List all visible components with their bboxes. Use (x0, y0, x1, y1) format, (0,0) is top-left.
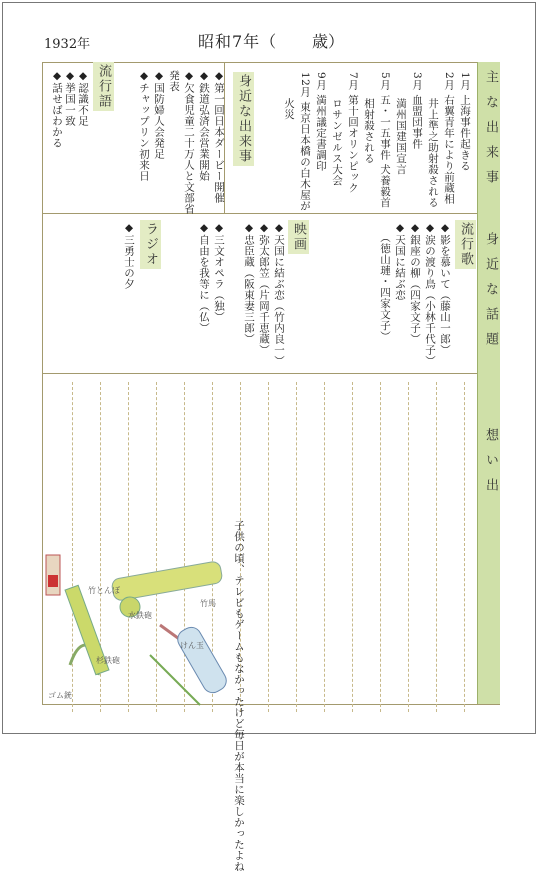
event-line: 2月 右翼青年により前蔵相 (443, 72, 455, 205)
toy-label: 竹馬 (200, 599, 216, 608)
near-event-item: ◆欠食児童二十万人と文部省 (183, 70, 195, 215)
side-label-major: 主な出来事 (483, 70, 498, 195)
toy-label: けん玉 (180, 641, 204, 650)
bottle-shape (174, 624, 230, 697)
near-event-item: ◆国防婦人会発足 (153, 70, 165, 160)
buzzwords-heading: 流行語 (93, 62, 114, 111)
water-gun-shape (111, 561, 223, 602)
event-line: 井上準之助射殺される (427, 72, 439, 208)
buzzword-item: ◆挙国一致 (64, 70, 76, 127)
row-divider-2 (42, 373, 500, 374)
near-event-item: ◆チャップリン初来日 (138, 70, 150, 182)
side-label-memory: 想い出 (483, 428, 498, 503)
event-line: ロサンゼルス大会 (331, 72, 343, 186)
songs-heading: 流行歌 (455, 220, 476, 269)
event-line: 9月 満州議定書調印 (315, 72, 327, 172)
writing-line (324, 382, 325, 712)
movie-item: ◆弥太郎笠（片岡千恵蔵） (258, 222, 270, 356)
movie-item: ◆自由を我等に（仏） (198, 222, 210, 334)
radio-item: ◆三勇士の夕 (123, 222, 135, 290)
illustration-caption: 子供の頃、テレビもゲームもなかったけど毎日が本当に楽しかったよね (233, 520, 245, 872)
movie-item: ◆忠臣蔵（阪東妻三郎） (243, 222, 255, 345)
writing-line (464, 382, 465, 712)
movie-item: ◆天国に結ぶ恋（竹内良一） (273, 222, 285, 367)
event-line: 3月 血盟団事件 (411, 72, 423, 150)
toy-label: ゴム銃 (48, 691, 72, 700)
writing-line (380, 382, 381, 712)
toys-illustration (40, 515, 292, 872)
event-line: 相射殺される (363, 72, 375, 164)
page-title: 昭和7年（ (198, 32, 278, 51)
song-item: ◆涙の渡り鳥（小林千代子） (424, 222, 436, 367)
seal-stamp (48, 575, 58, 587)
writing-line (352, 382, 353, 712)
event-line: 火災 (283, 72, 295, 120)
movies-heading: 映画 (288, 220, 309, 254)
near-event-item: 発表 (168, 70, 180, 92)
event-line: 1月 上海事件起きる (459, 72, 471, 172)
writing-line (296, 382, 297, 712)
song-item: （徳山璉・四家文子） (379, 232, 391, 342)
event-line: 5月 五・一五事件 犬養毅首 (379, 72, 391, 208)
year-label: 1932年 (44, 37, 91, 52)
event-line: 7月 第十回オリンピック (347, 72, 359, 194)
buzzword-item: ◆話せばわかる (51, 70, 63, 149)
buzzword-item: ◆認識不足 (77, 70, 89, 127)
near-event-item: ◆第一回日本ダービー開催 (213, 70, 225, 204)
toy-label: 竹とんぼ (88, 586, 120, 595)
movie-item: ◆三文オペラ（独） (213, 222, 225, 323)
row-divider-1 (42, 213, 500, 214)
toy-label: 水鉄砲 (128, 611, 152, 620)
toys-drawing (40, 515, 292, 872)
song-item: ◆銀座の柳（四家文子） (409, 222, 421, 345)
radio-heading: ラジオ (140, 220, 161, 269)
song-item: ◆影を慕いて（藤山一郎） (439, 222, 451, 356)
song-item: ◆天国に結ぶ恋 (394, 222, 406, 301)
writing-line (436, 382, 437, 712)
event-line: 満州国建国宣言 (395, 72, 407, 175)
near-event-item: ◆鉄道弘済会営業開始 (198, 70, 210, 182)
near-events-heading: 身近な出来事 (233, 72, 254, 166)
toy-label: 杉鉄砲 (96, 656, 120, 665)
event-line: 12月 東京日本橋の白木屋が (299, 72, 311, 212)
age-field[interactable]: 歳） (312, 32, 345, 51)
side-label-near: 身近な話題 (483, 232, 498, 357)
writing-line (408, 382, 409, 712)
